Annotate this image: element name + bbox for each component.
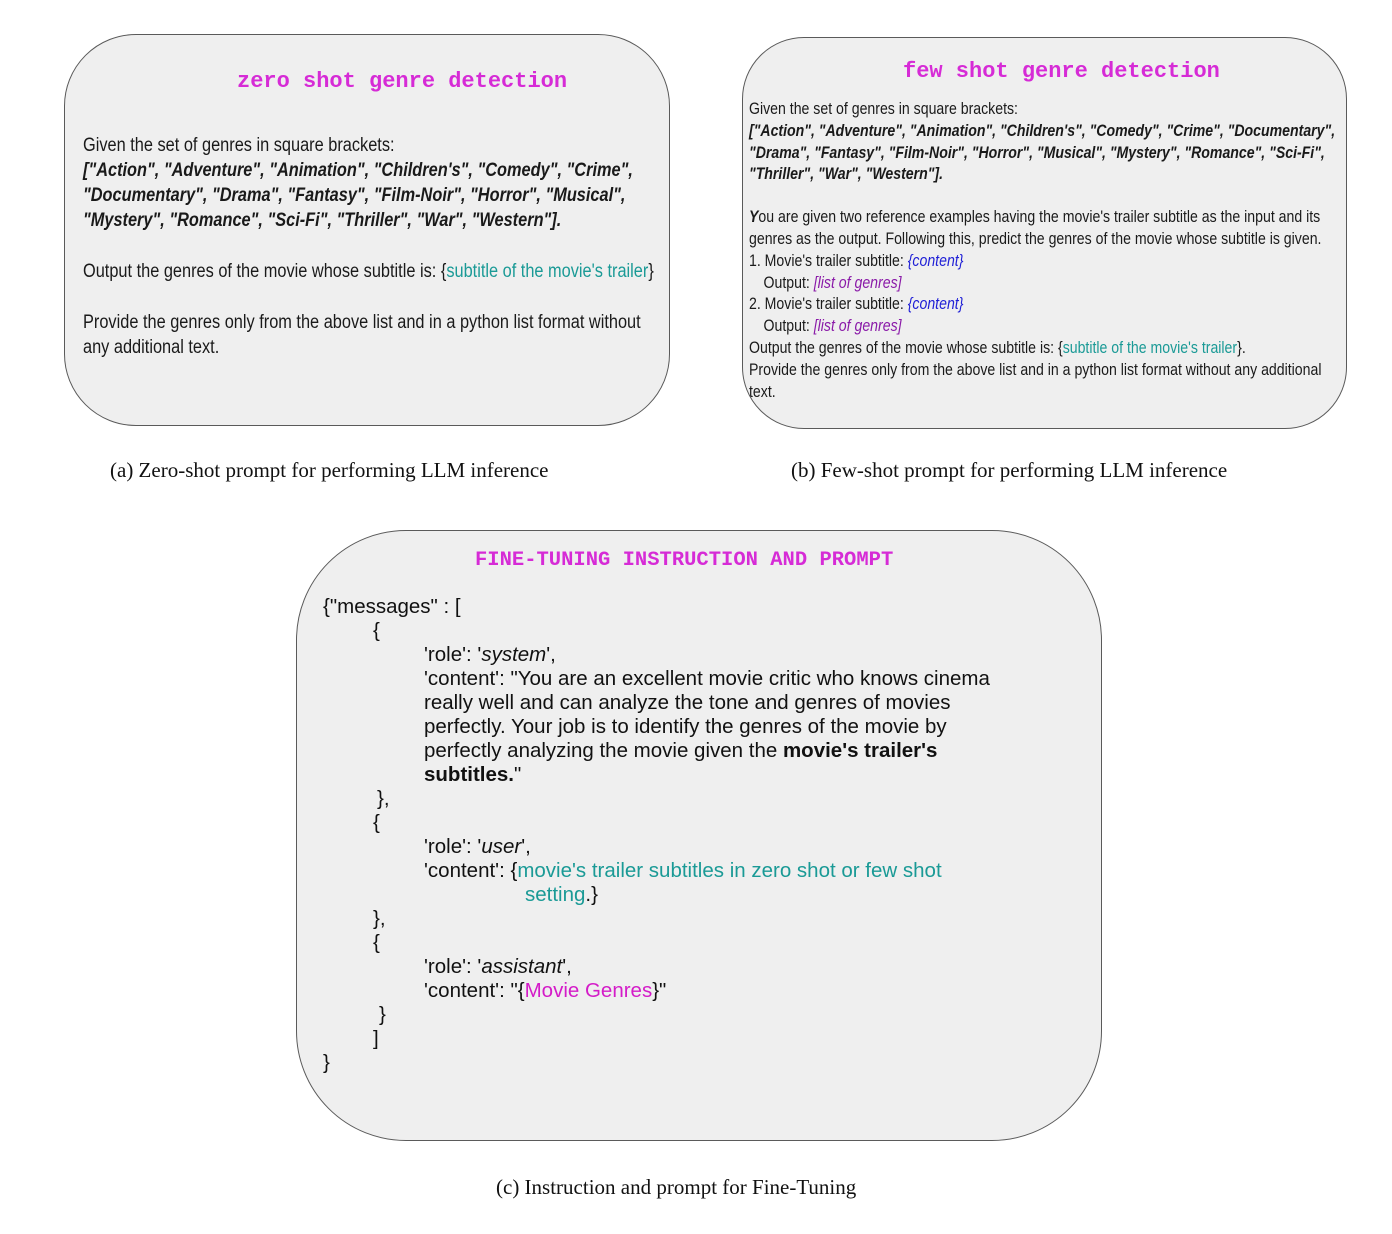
- few-shot-intro: Given the set of genres in square brackets:: [749, 100, 1018, 118]
- few-shot-example-2-output: Output: [list of genres]: [763, 317, 902, 336]
- system-brace-open: {: [373, 619, 380, 642]
- zero-shot-subtitle-placeholder: subtitle of the movie's trailer: [446, 261, 649, 282]
- messages-open: {"messages" : [: [323, 595, 461, 618]
- few-shot-provide-line-1: Provide the genres only from the above list and in a python list format without any additional: [749, 360, 1322, 379]
- user-content-line-1: 'content': {movie's trailer subtitles in zero shot or few shot: [424, 859, 942, 882]
- user-content-line-2: setting.}: [525, 883, 598, 906]
- few-shot-genres-line-2: "Drama", "Fantasy", "Film-Noir", "Horror", "Musical", "Mystery", "Romance", "Sci-Fi",: [749, 143, 1325, 162]
- few-shot-example-1-content: {content}: [907, 251, 964, 270]
- caption-a: (a) Zero-shot prompt for performing LLM inference: [110, 458, 549, 482]
- user-role-line: 'role': 'user',: [424, 835, 531, 858]
- few-shot-example-1: 1. Movie's trailer subtitle: {content}: [749, 251, 964, 270]
- zero-shot-genres-line-3: "Mystery", "Romance", "Sci-Fi", "Thriller", "War", "Western"].: [83, 210, 562, 231]
- user-brace-open: {: [373, 811, 380, 834]
- zero-shot-prompt-box: [64, 34, 670, 426]
- few-shot-example-2: 2. Movie's trailer subtitle: {content}: [749, 295, 964, 314]
- caption-b: (b) Few-shot prompt for performing LLM inference: [791, 458, 1228, 482]
- system-content-line-2: really well and can analyze the tone and genres of movies: [424, 691, 951, 714]
- few-shot-body: [749, 99, 1335, 403]
- few-shot-genres-line-3: "Thriller", "War", "Western"].: [749, 165, 944, 184]
- few-shot-example-2-content: {content}: [907, 295, 964, 314]
- user-brace-close: },: [373, 907, 386, 930]
- assistant-content-line: 'content': "{Movie Genres}": [424, 979, 667, 1002]
- zero-shot-body: [83, 133, 654, 360]
- system-brace-close: },: [377, 787, 390, 810]
- fine-tuning-title: FINE-TUNING INSTRUCTION AND PROMPT: [475, 549, 894, 572]
- few-shot-genres-line-1: ["Action", "Adventure", "Animation", "Children's", "Comedy", "Crime", "Documentary",: [749, 121, 1336, 140]
- caption-c: (c) Instruction and prompt for Fine-Tuning: [496, 1175, 857, 1199]
- system-role-line: 'role': 'system',: [424, 643, 556, 666]
- assistant-brace-close: }: [379, 1003, 386, 1026]
- user-content-placeholder: movie's trailer subtitles in zero shot or few shot: [517, 859, 942, 882]
- assistant-content-placeholder: Movie Genres: [524, 979, 653, 1002]
- system-content-line-3: perfectly. Your job is to identify the genres of the movie by: [424, 715, 947, 738]
- few-shot-title: few shot genre detection: [903, 59, 1220, 84]
- zero-shot-provide-line-1: Provide the genres only from the above list and in a python list format without: [83, 312, 641, 333]
- zero-shot-genres-line-1: ["Action", "Adventure", "Animation", "Children's", "Comedy", "Crime",: [83, 160, 633, 181]
- few-shot-reference-line-1: You are given two reference examples having the movie's trailer subtitle as the input and its: [749, 208, 1321, 227]
- few-shot-subtitle-placeholder: subtitle of the movie's trailer: [1062, 338, 1238, 357]
- zero-shot-title: zero shot genre detection: [237, 69, 568, 94]
- assistant-brace-open: {: [373, 931, 380, 954]
- system-content-line-1: 'content': "You are an excellent movie critic who knows cinema: [424, 667, 990, 690]
- system-content-line-5: subtitles.": [424, 763, 522, 786]
- fine-tuning-body: [297, 531, 1101, 1140]
- few-shot-example-1-output: Output: [list of genres]: [763, 273, 902, 292]
- zero-shot-genres-line-2: "Documentary", "Drama", "Fantasy", "Film-Noir", "Horror", "Musical",: [83, 185, 626, 206]
- few-shot-prompt-box: [742, 37, 1347, 429]
- fine-tuning-prompt-box: [296, 530, 1102, 1141]
- zero-shot-output-instruction: Output the genres of the movie whose subtitle is: {subtitle of the movie's trailer}: [83, 261, 654, 282]
- zero-shot-provide-line-2: any additional text.: [83, 337, 220, 358]
- assistant-role-line: 'role': 'assistant',: [424, 955, 572, 978]
- few-shot-output-instruction: Output the genres of the movie whose subtitle is: {subtitle of the movie's trailer}.: [749, 338, 1246, 357]
- system-content-line-4: perfectly analyzing the movie given the movie's trailer's: [424, 739, 938, 762]
- outer-brace-close: }: [323, 1051, 330, 1074]
- few-shot-provide-line-2: text.: [749, 382, 776, 401]
- few-shot-reference-line-2: genres as the output. Following this, predict the genres of the movie whose subtitle is given.: [749, 229, 1322, 248]
- messages-bracket-close: ]: [373, 1027, 379, 1050]
- zero-shot-intro: Given the set of genres in square brackets:: [83, 135, 395, 156]
